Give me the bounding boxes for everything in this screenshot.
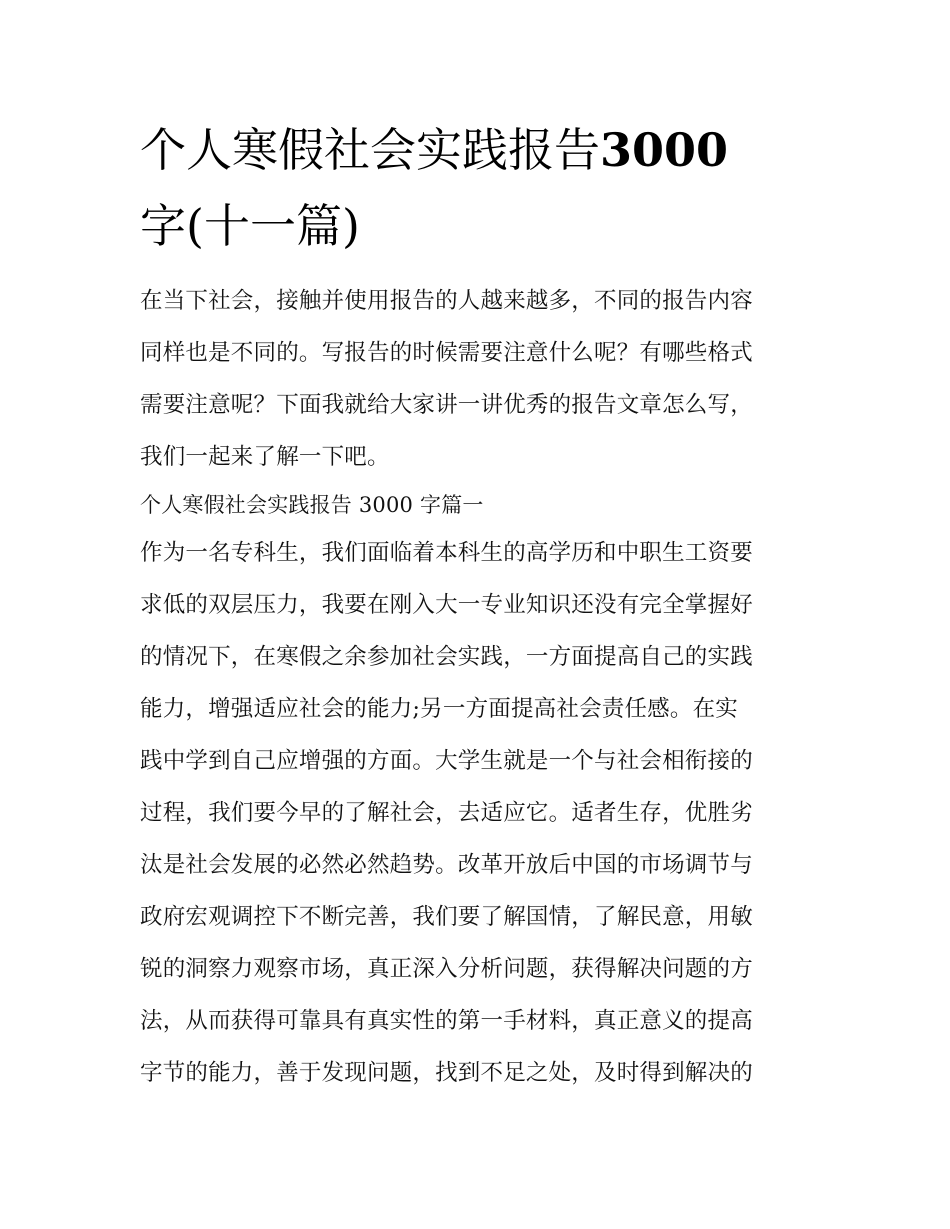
section-line: 的情况下，在寒假之余参加社会实践，一方面提高自己的实践 [140, 644, 753, 670]
section-line: 求低的双层压力，我要在刚入大一专业知识还没有完全掌握好 [140, 592, 753, 618]
section-line: 作为一名专科生，我们面临着本科生的高学历和中职生工资要 [140, 540, 753, 566]
document-title [140, 112, 800, 264]
document-body [140, 275, 812, 1099]
title-number: 3000 [600, 123, 729, 177]
section-heading: 个人寒假社会实践报告 3000 字篇一 [140, 493, 484, 517]
intro-line: 需要注意呢？下面我就给大家讲一讲优秀的报告文章怎么写， [140, 392, 753, 418]
section-line: 践中学到自己应增强的方面。大学生就是一个与社会相衔接的 [140, 748, 753, 774]
section-line: 能力，增强适应社会的能力;另一方面提高社会责任感。在实 [140, 696, 738, 722]
section-line: 政府宏观调控下不断完善，我们要了解国情，了解民意，用敏 [140, 904, 753, 930]
intro-line: 在当下社会，接触并使用报告的人越来越多，不同的报告内容 [140, 288, 753, 314]
section-line: 字节的能力，善于发现问题，找到不足之处，及时得到解决的 [140, 1060, 753, 1086]
title-text-part2: 字(十一篇) [140, 199, 360, 253]
intro-line: 同样也是不同的。写报告的时候需要注意什么呢？有哪些格式 [140, 340, 753, 366]
section-line: 过程，我们要今早的了解社会，去适应它。适者生存，优胜劣 [140, 800, 753, 826]
section-line: 汰是社会发展的必然必然趋势。改革开放后中国的市场调节与 [140, 852, 753, 878]
title-text-part1: 个人寒假社会实践报告 [140, 123, 600, 177]
section-line: 法，从而获得可靠具有真实性的第一手材料，真正意义的提高 [140, 1008, 753, 1034]
intro-line: 我们一起来了解一下吧。 [140, 444, 390, 470]
section-line: 锐的洞察力观察市场，真正深入分析问题，获得解决问题的方 [140, 956, 753, 982]
